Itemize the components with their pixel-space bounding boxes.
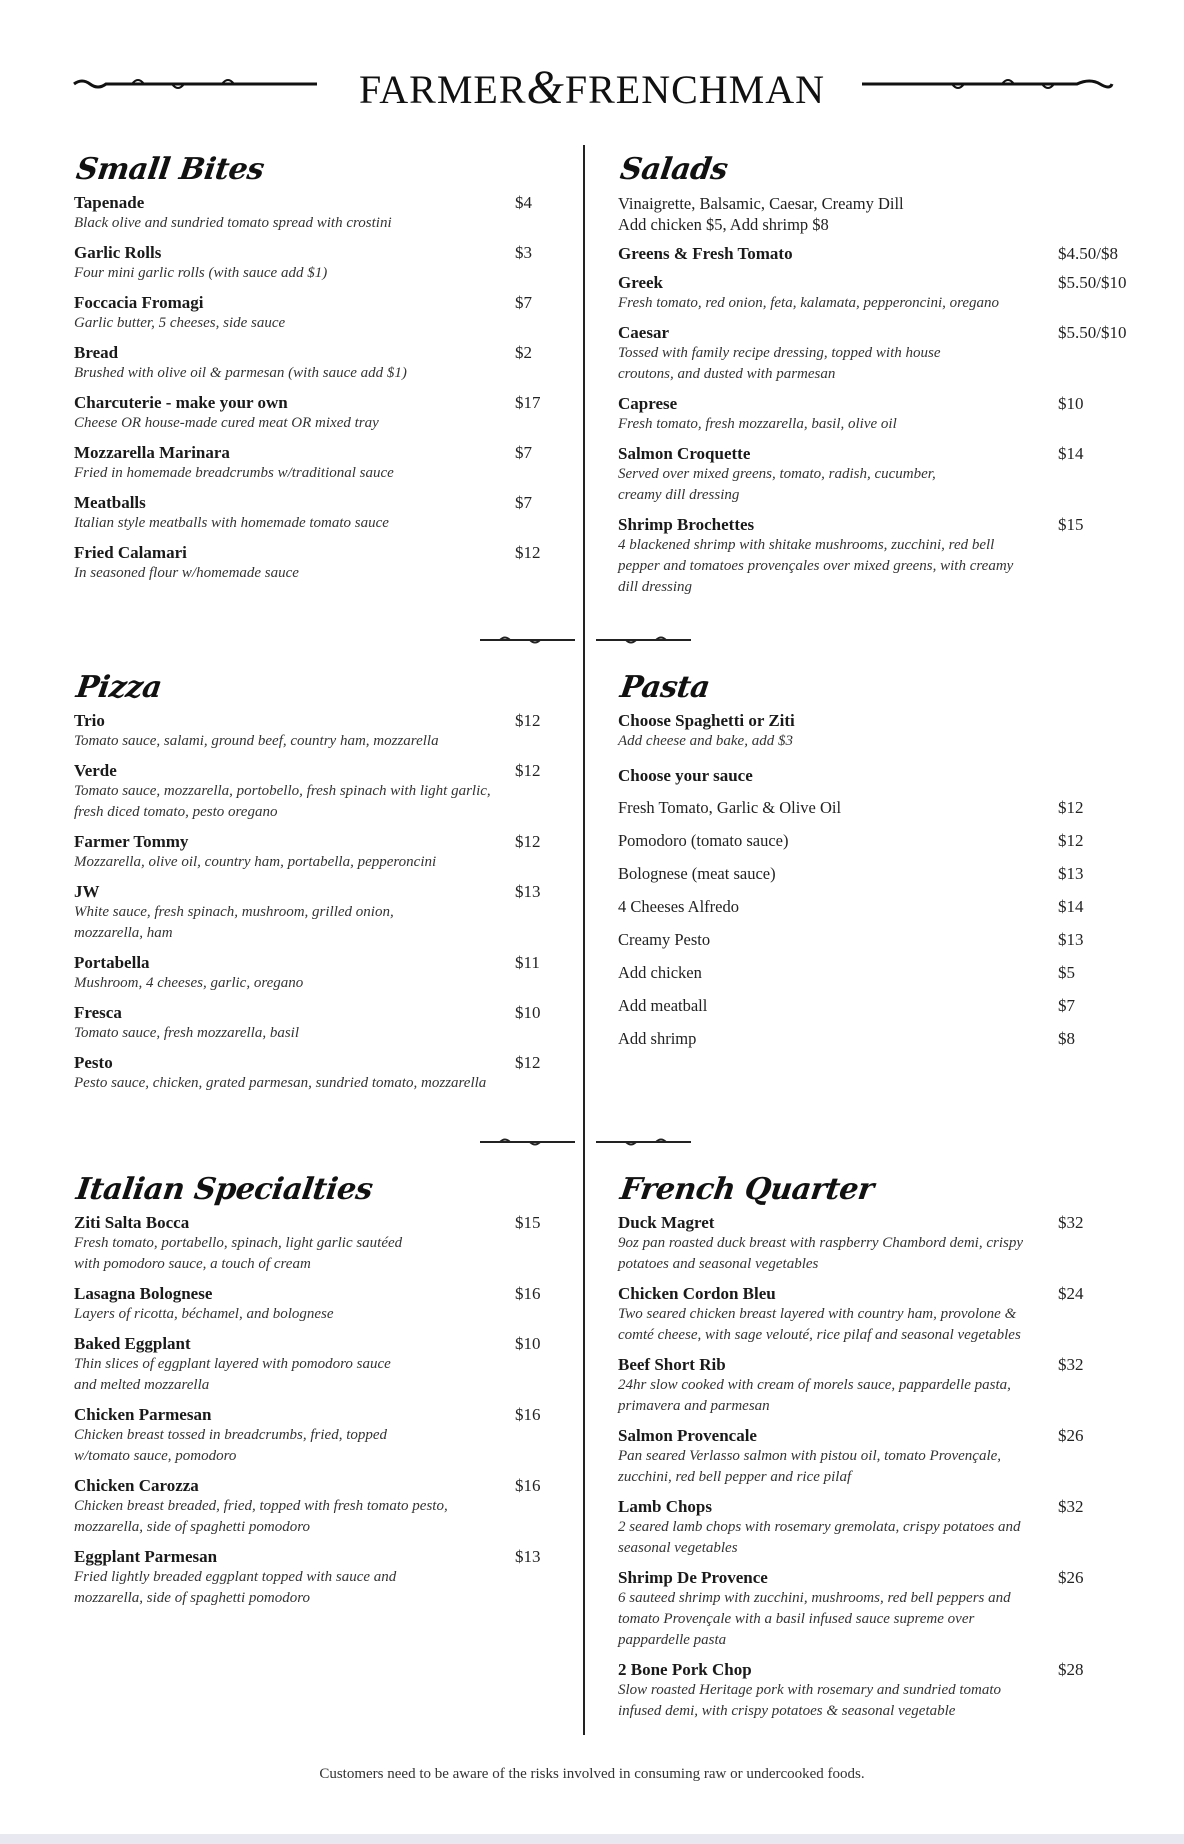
column-divider <box>583 145 585 1735</box>
menu-item: Tapenade $4 Black olive and sundried tomato spread with crostini <box>74 193 532 231</box>
sauce-option: Add shrimp $8 <box>618 1029 1075 1048</box>
sauce-option: Add chicken $5 <box>618 963 1075 982</box>
menu-item: Meatballs $7 Italian style meatballs with homemade tomato sauce <box>74 493 532 531</box>
menu-item: Shrimp De Provence $26 6 sauteed shrimp with zucchini, mushrooms, red bell peppers and tomato Provençale with a basil infused sauce supreme over pappardelle pasta <box>618 1568 1084 1648</box>
vine-separator-icon <box>480 1136 575 1148</box>
menu-item: Farmer Tommy $12 Mozzarella, olive oil, country ham, portabella, pepperoncini <box>74 832 541 870</box>
menu-item: Greens & Fresh Tomato $4.50/$8 <box>618 244 1118 263</box>
menu-header <box>0 52 1184 112</box>
sauce-option: Bolognese (meat sauce) $13 <box>618 864 1084 883</box>
menu-item: Foccacia Fromagi $7 Garlic butter, 5 cheeses, side sauce <box>74 293 532 331</box>
menu-item: Fresca $10 Tomato sauce, fresh mozzarella, basil <box>74 1003 541 1041</box>
food-safety-notice: Customers need to be aware of the risks involved in consuming raw or undercooked foods. <box>319 1766 865 1782</box>
section-small-bites <box>74 152 554 593</box>
sauce-option: Add meatball $7 <box>618 996 1075 1015</box>
section-title: French Quarter <box>618 1172 876 1207</box>
section-title: Pizza <box>74 670 164 705</box>
menu-item: Ziti Salta Bocca $15 Fresh tomato, portabello, spinach, light garlic sautéed with pomodoro sauce, a touch of cream <box>74 1213 541 1272</box>
menu-item: Trio $12 Tomato sauce, salami, ground beef, country ham, mozzarella <box>74 711 541 749</box>
sauce-heading: Choose your sauce <box>618 766 753 785</box>
sauce-option: Creamy Pesto $13 <box>618 930 1084 949</box>
section-title: Small Bites <box>74 152 267 187</box>
restaurant-name: FARMER&FRENCHMAN <box>358 61 826 114</box>
section-pasta <box>618 670 1138 1062</box>
menu-item: Greek $5.50/$10 Fresh tomato, red onion, feta, kalamata, pepperoncini, oregano <box>618 273 1127 311</box>
menu-item: JW $13 White sauce, fresh spinach, mushroom, grilled onion, mozzarella, ham <box>74 882 541 941</box>
section-title: Italian Specialties <box>74 1172 375 1207</box>
menu-item: Baked Eggplant $10 Thin slices of eggplant layered with pomodoro sauce and melted mozzarella <box>74 1334 541 1393</box>
section-italian-specialties <box>74 1172 554 1618</box>
menu-item: Caprese $10 Fresh tomato, fresh mozzarella, basil, olive oil <box>618 394 1084 432</box>
vine-separator-icon <box>596 1136 691 1148</box>
pasta-choice: Choose Spaghetti or Ziti Add cheese and bake, add $3 <box>618 711 795 749</box>
menu-item: Bread $2 Brushed with olive oil & parmesan (with sauce add $1) <box>74 343 532 381</box>
menu-item: Chicken Carozza $16 Chicken breast breaded, fried, topped with fresh tomato pesto, mozzarella, side of spaghetti pomodoro <box>74 1476 541 1535</box>
section-title: Salads <box>618 152 730 187</box>
sauce-option: Pomodoro (tomato sauce) $12 <box>618 831 1084 850</box>
menu-item: Caesar $5.50/$10 Tossed with family recipe dressing, topped with house croutons, and dusted with parmesan <box>618 323 1127 382</box>
menu-item: Garlic Rolls $3 Four mini garlic rolls (with sauce add $1) <box>74 243 532 281</box>
menu-item: Chicken Parmesan $16 Chicken breast tossed in breadcrumbs, fried, topped w/tomato sauce, pomodoro <box>74 1405 541 1464</box>
section-french-quarter <box>618 1172 1138 1731</box>
vine-ornament-right-icon <box>862 74 1114 94</box>
sauce-option: 4 Cheeses Alfredo $14 <box>618 897 1084 916</box>
menu-item: Beef Short Rib $32 24hr slow cooked with cream of morels sauce, pappardelle pasta, primavera and parmesan <box>618 1355 1084 1414</box>
menu-item: Portabella $11 Mushroom, 4 cheeses, garlic, oregano <box>74 953 540 991</box>
section-title: Pasta <box>618 670 712 705</box>
sauce-option: Fresh Tomato, Garlic & Olive Oil $12 <box>618 798 1084 817</box>
menu-item: Fried Calamari $12 In seasoned flour w/homemade sauce <box>74 543 541 581</box>
menu-item: Pesto $12 Pesto sauce, chicken, grated parmesan, sundried tomato, mozzarella <box>74 1053 541 1091</box>
vine-separator-icon <box>596 634 691 646</box>
menu-item: Salmon Croquette $14 Served over mixed greens, tomato, radish, cucumber, creamy dill dressing <box>618 444 1084 503</box>
menu-item: Duck Magret $32 9oz pan roasted duck breast with raspberry Chambord demi, crispy potatoes and seasonal vegetables <box>618 1213 1084 1272</box>
bottom-edge <box>0 1834 1184 1844</box>
menu-item: Lasagna Bolognese $16 Layers of ricotta, béchamel, and bolognese <box>74 1284 541 1322</box>
vine-separator-icon <box>480 634 575 646</box>
menu-item: Eggplant Parmesan $13 Fried lightly breaded eggplant topped with sauce and mozzarella, side of spaghetti pomodoro <box>74 1547 541 1606</box>
menu-item: Mozzarella Marinara $7 Fried in homemade breadcrumbs w/traditional sauce <box>74 443 532 481</box>
dressing-options: Vinaigrette, Balsamic, Caesar, Creamy Dill Add chicken $5, Add shrimp $8 <box>618 194 904 234</box>
section-salads <box>618 152 1138 607</box>
menu-item: Shrimp Brochettes $15 4 blackened shrimp with shitake mushrooms, zucchini, red bell pepper and tomatoes provençales over mixed greens, with creamy dill dressing <box>618 515 1084 595</box>
menu-item: Charcuterie - make your own $17 Cheese OR house-made cured meat OR mixed tray <box>74 393 541 431</box>
menu-item: Verde $12 Tomato sauce, mozzarella, portobello, fresh spinach with light garlic, fresh diced tomato, pesto oregano <box>74 761 541 820</box>
section-pizza <box>74 670 554 1103</box>
menu-item: Chicken Cordon Bleu $24 Two seared chicken breast layered with country ham, provolone & comté cheese, with sage velouté, rice pilaf and seasonal vegetables <box>618 1284 1084 1343</box>
menu-item: 2 Bone Pork Chop $28 Slow roasted Heritage pork with rosemary and sundried tomato infused demi, with crispy potatoes & seasonal vegetable <box>618 1660 1084 1719</box>
menu-item: Lamb Chops $32 2 seared lamb chops with rosemary gremolata, crispy potatoes and seasonal vegetables <box>618 1497 1084 1556</box>
menu-item: Salmon Provencale $26 Pan seared Verlasso salmon with pistou oil, tomato Provençale, zucchini, red bell pepper and rice pilaf <box>618 1426 1084 1485</box>
